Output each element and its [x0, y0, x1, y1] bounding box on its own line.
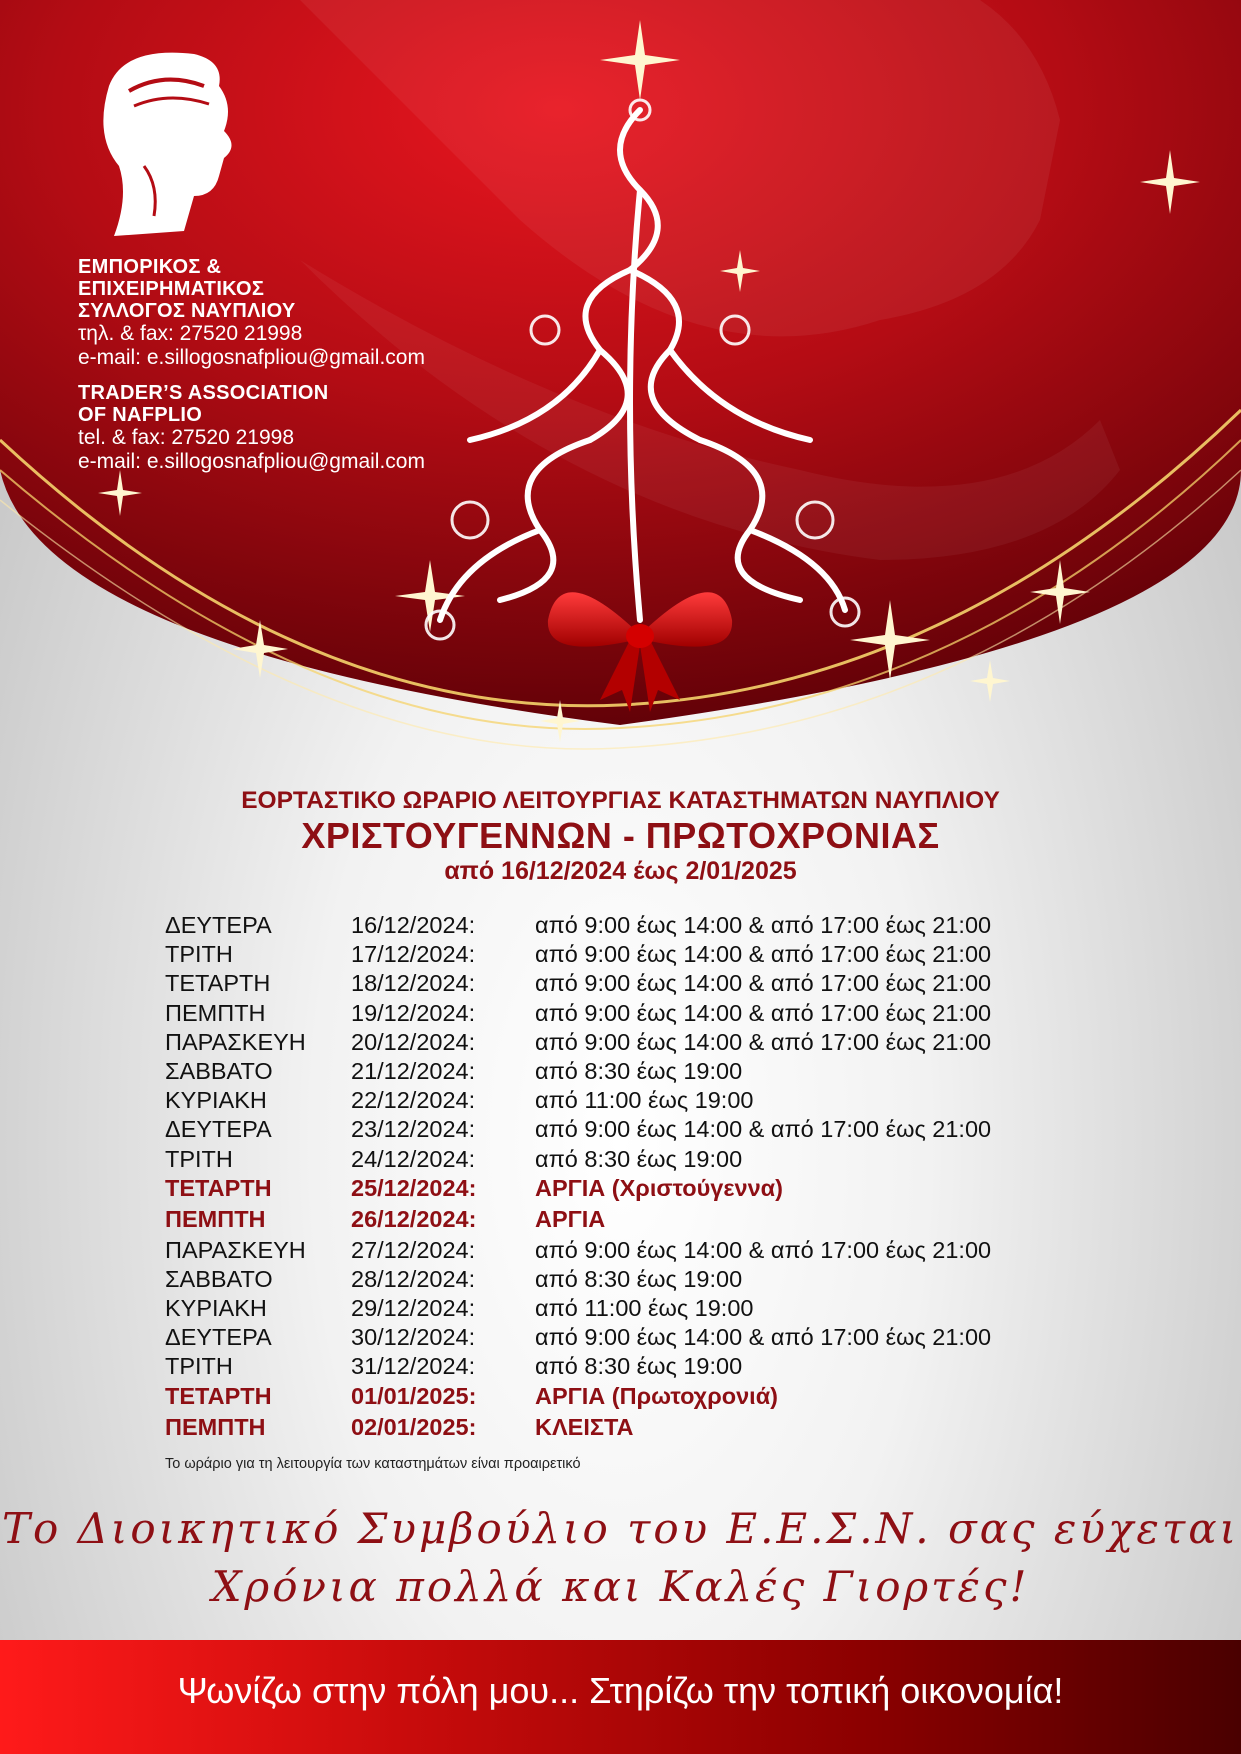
footer-slogan: Ψωνίζω στην πόλη μου... Στηρίζω την τοπική οικονομία! — [177, 1670, 1064, 1711]
schedule-row — [165, 1265, 1125, 1294]
schedule-hours: από 8:30 έως 19:00 — [535, 1057, 743, 1084]
schedule-row — [165, 1236, 1125, 1265]
schedule-hours: από 9:00 έως 14:00 & από 17:00 έως 21:00 — [535, 941, 992, 968]
footer-banner — [0, 1640, 1241, 1754]
schedule-day: ΔΕΥΤΕΡΑ — [165, 1324, 272, 1351]
schedule-hours: από 9:00 έως 14:00 & από 17:00 έως 21:00 — [535, 1236, 992, 1263]
schedule-row — [165, 1115, 1125, 1144]
org-name-greek-3: ΣΥΛΛΟΓΟΣ ΝΑΥΠΛΙΟΥ — [78, 300, 296, 322]
schedule-row — [165, 1086, 1125, 1115]
schedule-day: ΤΕΤΑΡΤΗ — [165, 1382, 272, 1409]
heading-date-range: από 16/12/2024 έως 2/01/2025 — [444, 857, 797, 885]
org-email-greek: e-mail: e.sillogosnafpliou@gmail.com — [78, 346, 425, 369]
schedule-hours: από 9:00 έως 14:00 & από 17:00 έως 21:00 — [535, 1116, 992, 1143]
schedule-hours: από 8:30 έως 19:00 — [535, 1265, 743, 1292]
schedule-day: ΤΡΙΤΗ — [165, 941, 233, 968]
schedule-hours: ΑΡΓΙΑ (Χριστούγεννα) — [535, 1174, 783, 1201]
org-name-greek-1: ΕΜΠΟΡΙΚΟΣ & — [78, 256, 222, 278]
optional-hours-note: Το ωράριο για τη λειτουργία των καταστημάτων είναι προαιρετικό — [165, 1456, 581, 1472]
org-phone-greek: τηλ. & fax: 27520 21998 — [78, 322, 303, 345]
schedule-hours: από 11:00 έως 19:00 — [535, 1087, 754, 1114]
schedule-date: 02/01/2025: — [351, 1413, 477, 1440]
schedule-day: ΤΕΤΑΡΤΗ — [165, 1174, 272, 1201]
schedule-day: ΠΑΡΑΣΚΕΥΗ — [165, 1236, 306, 1263]
schedule-row — [165, 911, 1125, 940]
schedule-day: ΤΡΙΤΗ — [165, 1353, 233, 1380]
schedule-row — [165, 1174, 1125, 1205]
org-name-english-1: TRADER’S ASSOCIATION — [78, 382, 329, 404]
greeting-line-2: Χρόνια πολλά και Καλές Γιορτές! — [211, 1562, 1030, 1611]
schedule-list — [165, 911, 1125, 1444]
schedule-day: ΠΑΡΑΣΚΕΥΗ — [165, 1028, 306, 1055]
schedule-date: 24/12/2024: — [351, 1145, 476, 1172]
schedule-day: ΣΑΒΒΑΤΟ — [165, 1057, 273, 1084]
schedule-date: 29/12/2024: — [351, 1295, 476, 1322]
schedule-hours: από 9:00 έως 14:00 & από 17:00 έως 21:00 — [535, 912, 992, 938]
schedule-row — [165, 969, 1125, 998]
schedule-hours: από 11:00 έως 19:00 — [535, 1295, 754, 1322]
schedule-date: 22/12/2024: — [351, 1087, 476, 1114]
org-phone-english: tel. & fax: 27520 21998 — [78, 426, 294, 449]
schedule-heading — [0, 786, 1241, 886]
schedule-hours: από 8:30 έως 19:00 — [535, 1353, 743, 1380]
org-email-english: e-mail: e.sillogosnafpliou@gmail.com — [78, 450, 425, 473]
schedule-day: ΠΕΜΠΤΗ — [165, 1205, 266, 1232]
schedule-day: ΣΑΒΒΑΤΟ — [165, 1265, 273, 1292]
schedule-day: ΤΡΙΤΗ — [165, 1145, 233, 1172]
schedule-day: ΚΥΡΙΑΚΗ — [165, 1295, 267, 1322]
schedule-date: 17/12/2024: — [351, 941, 476, 968]
schedule-row — [165, 999, 1125, 1028]
schedule-day: ΔΕΥΤΕΡΑ — [165, 1116, 272, 1143]
org-name-english-2: OF NAFPLIO — [78, 404, 203, 426]
schedule-date: 25/12/2024: — [351, 1174, 477, 1201]
schedule-row — [165, 1352, 1125, 1381]
schedule-row — [165, 1413, 1125, 1444]
schedule-hours: από 8:30 έως 19:00 — [535, 1145, 743, 1172]
schedule-date: 27/12/2024: — [351, 1236, 476, 1263]
schedule-hours: από 9:00 έως 14:00 & από 17:00 έως 21:00 — [535, 970, 992, 997]
schedule-date: 20/12/2024: — [351, 1028, 476, 1055]
schedule-day: ΠΕΜΠΤΗ — [165, 1413, 266, 1440]
schedule-date: 01/01/2025: — [351, 1382, 477, 1409]
schedule-hours: από 9:00 έως 14:00 & από 17:00 έως 21:00 — [535, 1324, 992, 1351]
schedule-date: 30/12/2024: — [351, 1324, 476, 1351]
schedule-date: 26/12/2024: — [351, 1205, 477, 1232]
heading-line-1: ΕΟΡΤΑΣΤΙΚΟ ΩΡΑΡΙΟ ΛΕΙΤΟΥΡΓΙΑΣ ΚΑΤΑΣΤΗΜΑΤΩΝ ΝΑΥΠΛΙΟΥ — [241, 787, 1000, 814]
schedule-date: 28/12/2024: — [351, 1265, 476, 1292]
organization-info — [78, 256, 498, 474]
schedule-hours: από 9:00 έως 14:00 & από 17:00 έως 21:00 — [535, 999, 992, 1026]
schedule-day: ΤΕΤΑΡΤΗ — [165, 970, 271, 997]
org-name-greek-2: ΕΠΙΧΕΙΡΗΜΑΤΙΚΟΣ — [78, 278, 265, 300]
schedule-hours: από 9:00 έως 14:00 & από 17:00 έως 21:00 — [535, 1028, 992, 1055]
schedule-date: 23/12/2024: — [351, 1116, 476, 1143]
schedule-row — [165, 1205, 1125, 1236]
heading-line-2: ΧΡΙΣΤΟΥΓΕΝΝΩΝ - ΠΡΩΤΟΧΡΟΝΙΑΣ — [301, 815, 940, 856]
schedule-date: 16/12/2024: — [351, 912, 476, 938]
schedule-date: 18/12/2024: — [351, 970, 476, 997]
schedule-date: 19/12/2024: — [351, 999, 476, 1026]
schedule-row — [165, 1294, 1125, 1323]
schedule-row — [165, 940, 1125, 969]
greeting-message — [0, 1500, 1241, 1616]
schedule-day: ΚΥΡΙΑΚΗ — [165, 1087, 267, 1114]
schedule-row — [165, 1145, 1125, 1174]
schedule-hours: ΑΡΓΙΑ (Πρωτοχρονιά) — [535, 1382, 778, 1409]
schedule-row — [165, 1323, 1125, 1352]
schedule-hours: ΑΡΓΙΑ — [535, 1205, 606, 1232]
schedule-date: 21/12/2024: — [351, 1057, 476, 1084]
schedule-day: ΠΕΜΠΤΗ — [165, 999, 266, 1026]
schedule-row — [165, 1028, 1125, 1057]
association-logo-icon — [74, 46, 249, 241]
schedule-hours: ΚΛΕΙΣΤΑ — [535, 1413, 634, 1440]
schedule-row — [165, 1382, 1125, 1413]
schedule-date: 31/12/2024: — [351, 1353, 476, 1380]
schedule-day: ΔΕΥΤΕΡΑ — [165, 912, 272, 938]
greeting-line-1: Το Διοικητικό Συμβούλιο του Ε.Ε.Σ.Ν. σας εύχεται — [1, 1504, 1240, 1553]
schedule-row — [165, 1057, 1125, 1086]
